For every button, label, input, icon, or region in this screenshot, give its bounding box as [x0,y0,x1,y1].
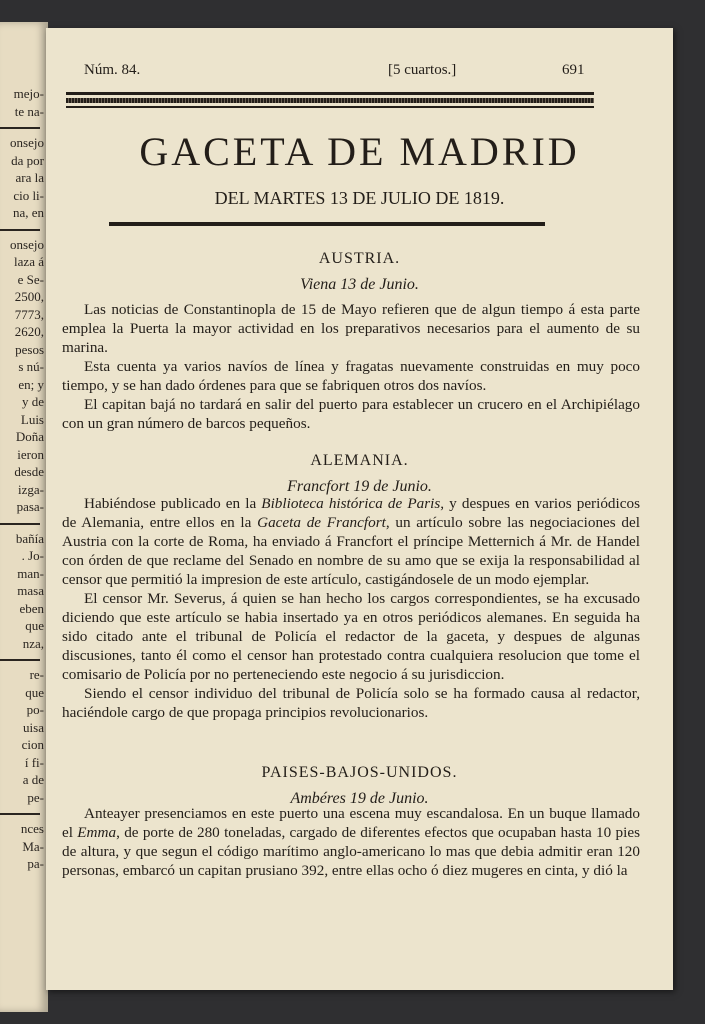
ornament-rule-bottom [66,106,594,108]
paragraph: Anteayer presenciamos en este puerto una escena muy escandalosa. En un buque llamado el Emma, de porte de 280 toneladas, cargado de diferentes efectos que ocupaban hasta 10 pies de altura, y que segun el código marítimo anglo-americano lo mas que debia admitir eran 120 personas, embarcó un capitan prusiano 392, entre ellas ocho ó diez mugeres en cinta, y dió la [62,805,640,879]
paragraph: El censor Mr. Severus, á quien se han hecho los cargos correspondientes, se ha excusado diciendo que este artículo se habia insertado ya en otros periódicos alemanes. En seguida ha sido citado ante el tribunal de Policía el redactor de la gaceta, y despues de algunas discusiones, tanto él como el censor han protestado contra cualquiera resolucion que tome el comisario de Policía por no perteneciendo este negocio á su jurisdiccion. [62,590,640,683]
dateline: Viena 13 de Junio. [300,276,419,293]
price: [5 cuartos.] [388,62,457,78]
left-page-rule [0,229,40,231]
left-page-line: desde [14,464,44,479]
paragraph: El capitan bajá no tardará en salir del puerto para establecer un crucero en el Archipiélago con un gran número de barcos pequeños. [62,396,640,432]
masthead-date: DEL MARTES 13 DE JULIO DE 1819. [214,188,505,208]
left-page-rule [0,127,40,129]
left-page-line: po- [26,702,44,717]
newspaper-page [46,28,673,990]
left-page-line: bañía [15,530,44,546]
paragraph: Esta cuenta ya varios navíos de línea y fragatas nuevamente construidas en muy poco tiempo, y se han dado órdenes para que se fabriquen otros dos navíos. [62,358,640,394]
section-heading: AUSTRIA. [318,250,401,267]
left-page-line: re- [29,667,44,682]
page-number: 691 [562,62,585,78]
paragraph: Las noticias de Constantinopla de 15 de Mayo refieren que de algun tiempo á esta parte emplea la Puerta la mayor actividad en los preparativos necesarios para el aumento de su marina. [62,301,640,356]
ornament-rule-pattern [66,98,594,103]
paragraph: Habiéndose publicado en la Biblioteca histórica de Paris, y despues en varios periódicos de Alemania, entre ellos en la Gaceta de Francfort, un artículo sobre las negociaciones del Austria con la corte de Roma, ha enviado á Francfort el príncipe Metternich á Mr. de Handel con órden de que reclame del Senado en nombre de su amo que se exija la responsabilidad al censor que permitió la impresion de este artículo, castigándosele de un modo ejemplar. [62,495,640,588]
left-page-line: masa [17,583,44,598]
article-body [62,494,640,722]
dateline: Ambéres 19 de Junio. [290,790,429,807]
left-page-line: 2500, [14,289,44,304]
masthead-rule [109,222,545,226]
italic-title: Gaceta de Francfort [257,514,386,531]
left-page-line: pasa- [16,499,44,514]
italic-title: Biblioteca histórica de Paris [261,495,441,512]
left-page-line: pe- [27,789,44,805]
left-page-line: laza á [14,254,44,269]
ornament-rule-top [66,92,594,95]
left-page-line: Ma- [22,838,44,854]
left-page-line: . Jo- [21,548,44,563]
left-page-rule [0,659,40,661]
left-page-line: que [25,618,44,633]
left-page-line: s nú- [18,359,44,374]
left-page-line: 7773, [14,306,44,322]
left-page-line: izga- [18,481,44,497]
left-page-line: man- [17,565,44,581]
section-heading: PAISES-BAJOS-UNIDOS. [261,764,458,781]
left-page-line: ieron [17,446,44,462]
section-heading: ALEMANIA. [310,452,409,469]
left-page-line: pesos [15,341,44,357]
left-page-rule [0,523,40,525]
left-page-line: y de [21,394,44,409]
left-page-line: Doña [15,429,44,444]
dateline: Francfort 19 de Junio. [287,478,432,495]
left-page-line: nza, [22,635,44,651]
masthead-title: GACETA DE MADRID [139,129,580,174]
left-page-line: cio li- [13,187,44,203]
left-page-line: da por [11,152,44,168]
left-page-line: pa- [27,856,44,871]
left-page-line: cion [21,737,44,752]
left-page-rule [0,813,40,815]
left-page-line: onsejo [10,236,44,252]
left-page-line: 2620, [14,324,44,339]
left-page-edge [0,22,48,1012]
left-page-line: í fi- [24,754,44,770]
left-page-line: te na- [14,103,44,119]
left-page-line: eben [19,600,44,616]
left-page-line: e Se- [17,271,44,287]
article-body [62,804,640,880]
issue-number: Núm. 84. [84,62,141,78]
left-page-line: en; y [18,376,44,392]
left-page-line: a de [22,772,44,787]
left-page-line: ara la [15,170,44,185]
left-page-line: mejo- [13,86,44,101]
left-page-line: na, en [12,205,44,220]
left-page-line: onsejo [10,135,44,150]
left-page-line: Luis [20,411,44,427]
article-body [62,300,640,433]
left-page-line: nces [20,821,44,836]
paragraph: Siendo el censor individuo del tribunal de Policía solo se ha formado causa al redactor, haciéndole cargo de que propaga principios revolucionarios. [62,685,640,721]
left-page-line: que [25,684,44,700]
left-page-line: uisa [23,719,44,735]
ship-name: Emma [77,824,117,841]
